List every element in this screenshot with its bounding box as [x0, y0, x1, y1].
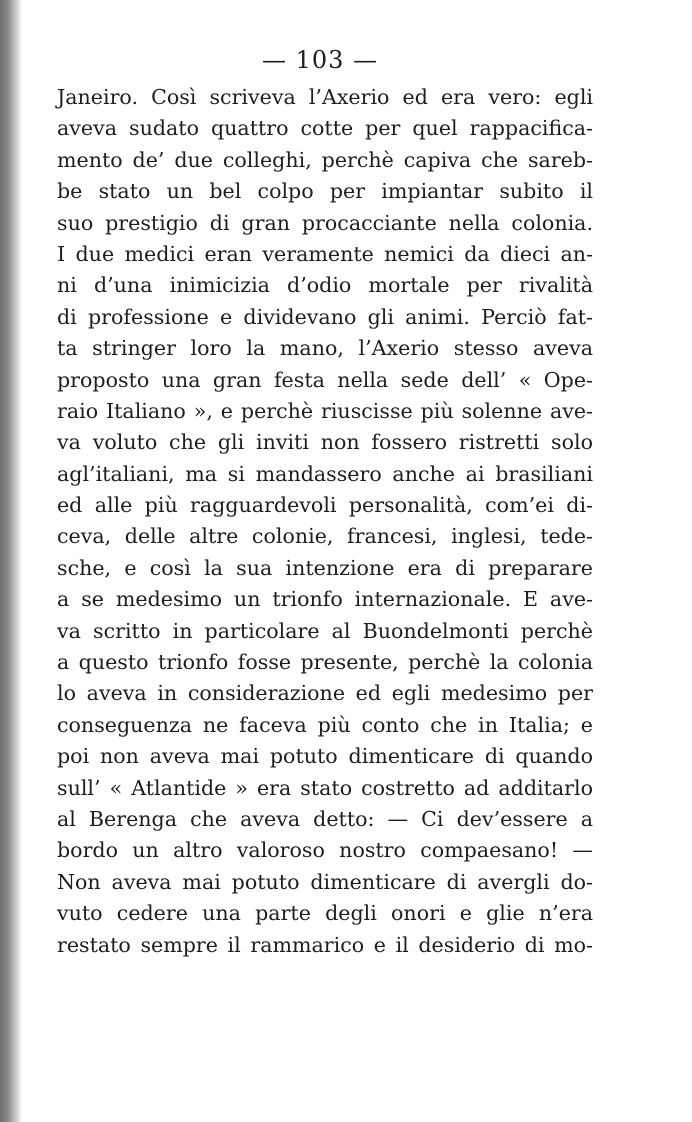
text-line: be stato un bel colpo per impiantar subito il [57, 179, 593, 204]
text-line: conseguenza ne faceva più conto che in Italia; e [57, 712, 593, 737]
text-line: sche, e così la sua intenzione era di preparare [57, 555, 593, 580]
text-line: aveva sudato quattro cotte per quel rappacifica- [57, 116, 593, 141]
text-line: agl’italiani, ma si mandassero anche ai brasiliani [57, 461, 593, 486]
text-line: ceva, delle altre colonie, francesi, inglesi, tede- [57, 524, 593, 549]
text-line: a se medesimo un trionfo internazionale. E ave- [57, 587, 593, 612]
text-line: mento de’ due colleghi, perchè capiva che sareb- [57, 147, 593, 172]
text-line: ta stringer loro la mano, l’Axerio stesso aveva [57, 336, 593, 361]
text-line: lo aveva in considerazione ed egli medesimo per [57, 681, 593, 706]
text-line: va voluto che gli inviti non fossero ristretti solo [57, 430, 593, 455]
text-line: di professione e dividevano gli animi. Perciò fat- [57, 304, 593, 329]
text-line: va scritto in particolare al Buondelmonti perchè [57, 618, 593, 643]
text-line: poi non aveva mai potuto dimenticare di quando [57, 744, 593, 769]
text-line: Non aveva mai potuto dimenticare di avergli do- [57, 869, 593, 894]
text-line: Janeiro. Così scriveva l’Axerio ed era vero: egli [57, 85, 593, 109]
text-line: restato sempre il rammarico e il desiderio di mo- [57, 932, 593, 957]
text-line: bordo un altro valoroso nostro compaesano! — [57, 838, 593, 863]
text-line: ed alle più ragguardevoli personalità, com’ei di- [57, 493, 593, 518]
text-body [57, 82, 593, 961]
text-line: vuto cedere una parte degli onori e glie n’era [57, 901, 593, 926]
text-line: a questo trionfo fosse presente, perchè la colonia [57, 650, 593, 675]
text-line: suo prestigio di gran procacciante nella colonia. [57, 210, 593, 235]
text-line: I due medici eran veramente nemici da dieci an- [57, 241, 593, 266]
text-line: proposto una gran festa nella sede dell’ « Ope- [57, 367, 593, 392]
page-number: — 103 — [261, 46, 379, 74]
text-line: sull’ « Atlantide » era stato costretto ad additarlo [57, 775, 593, 800]
text-line: ni d’una inimicizia d’odio mortale per rivalità [57, 273, 593, 298]
text-line: raio Italiano », e perchè riuscisse più solenne ave- [57, 398, 593, 423]
text-line: al Berenga che aveva detto: — Ci dev’essere a [57, 806, 593, 831]
